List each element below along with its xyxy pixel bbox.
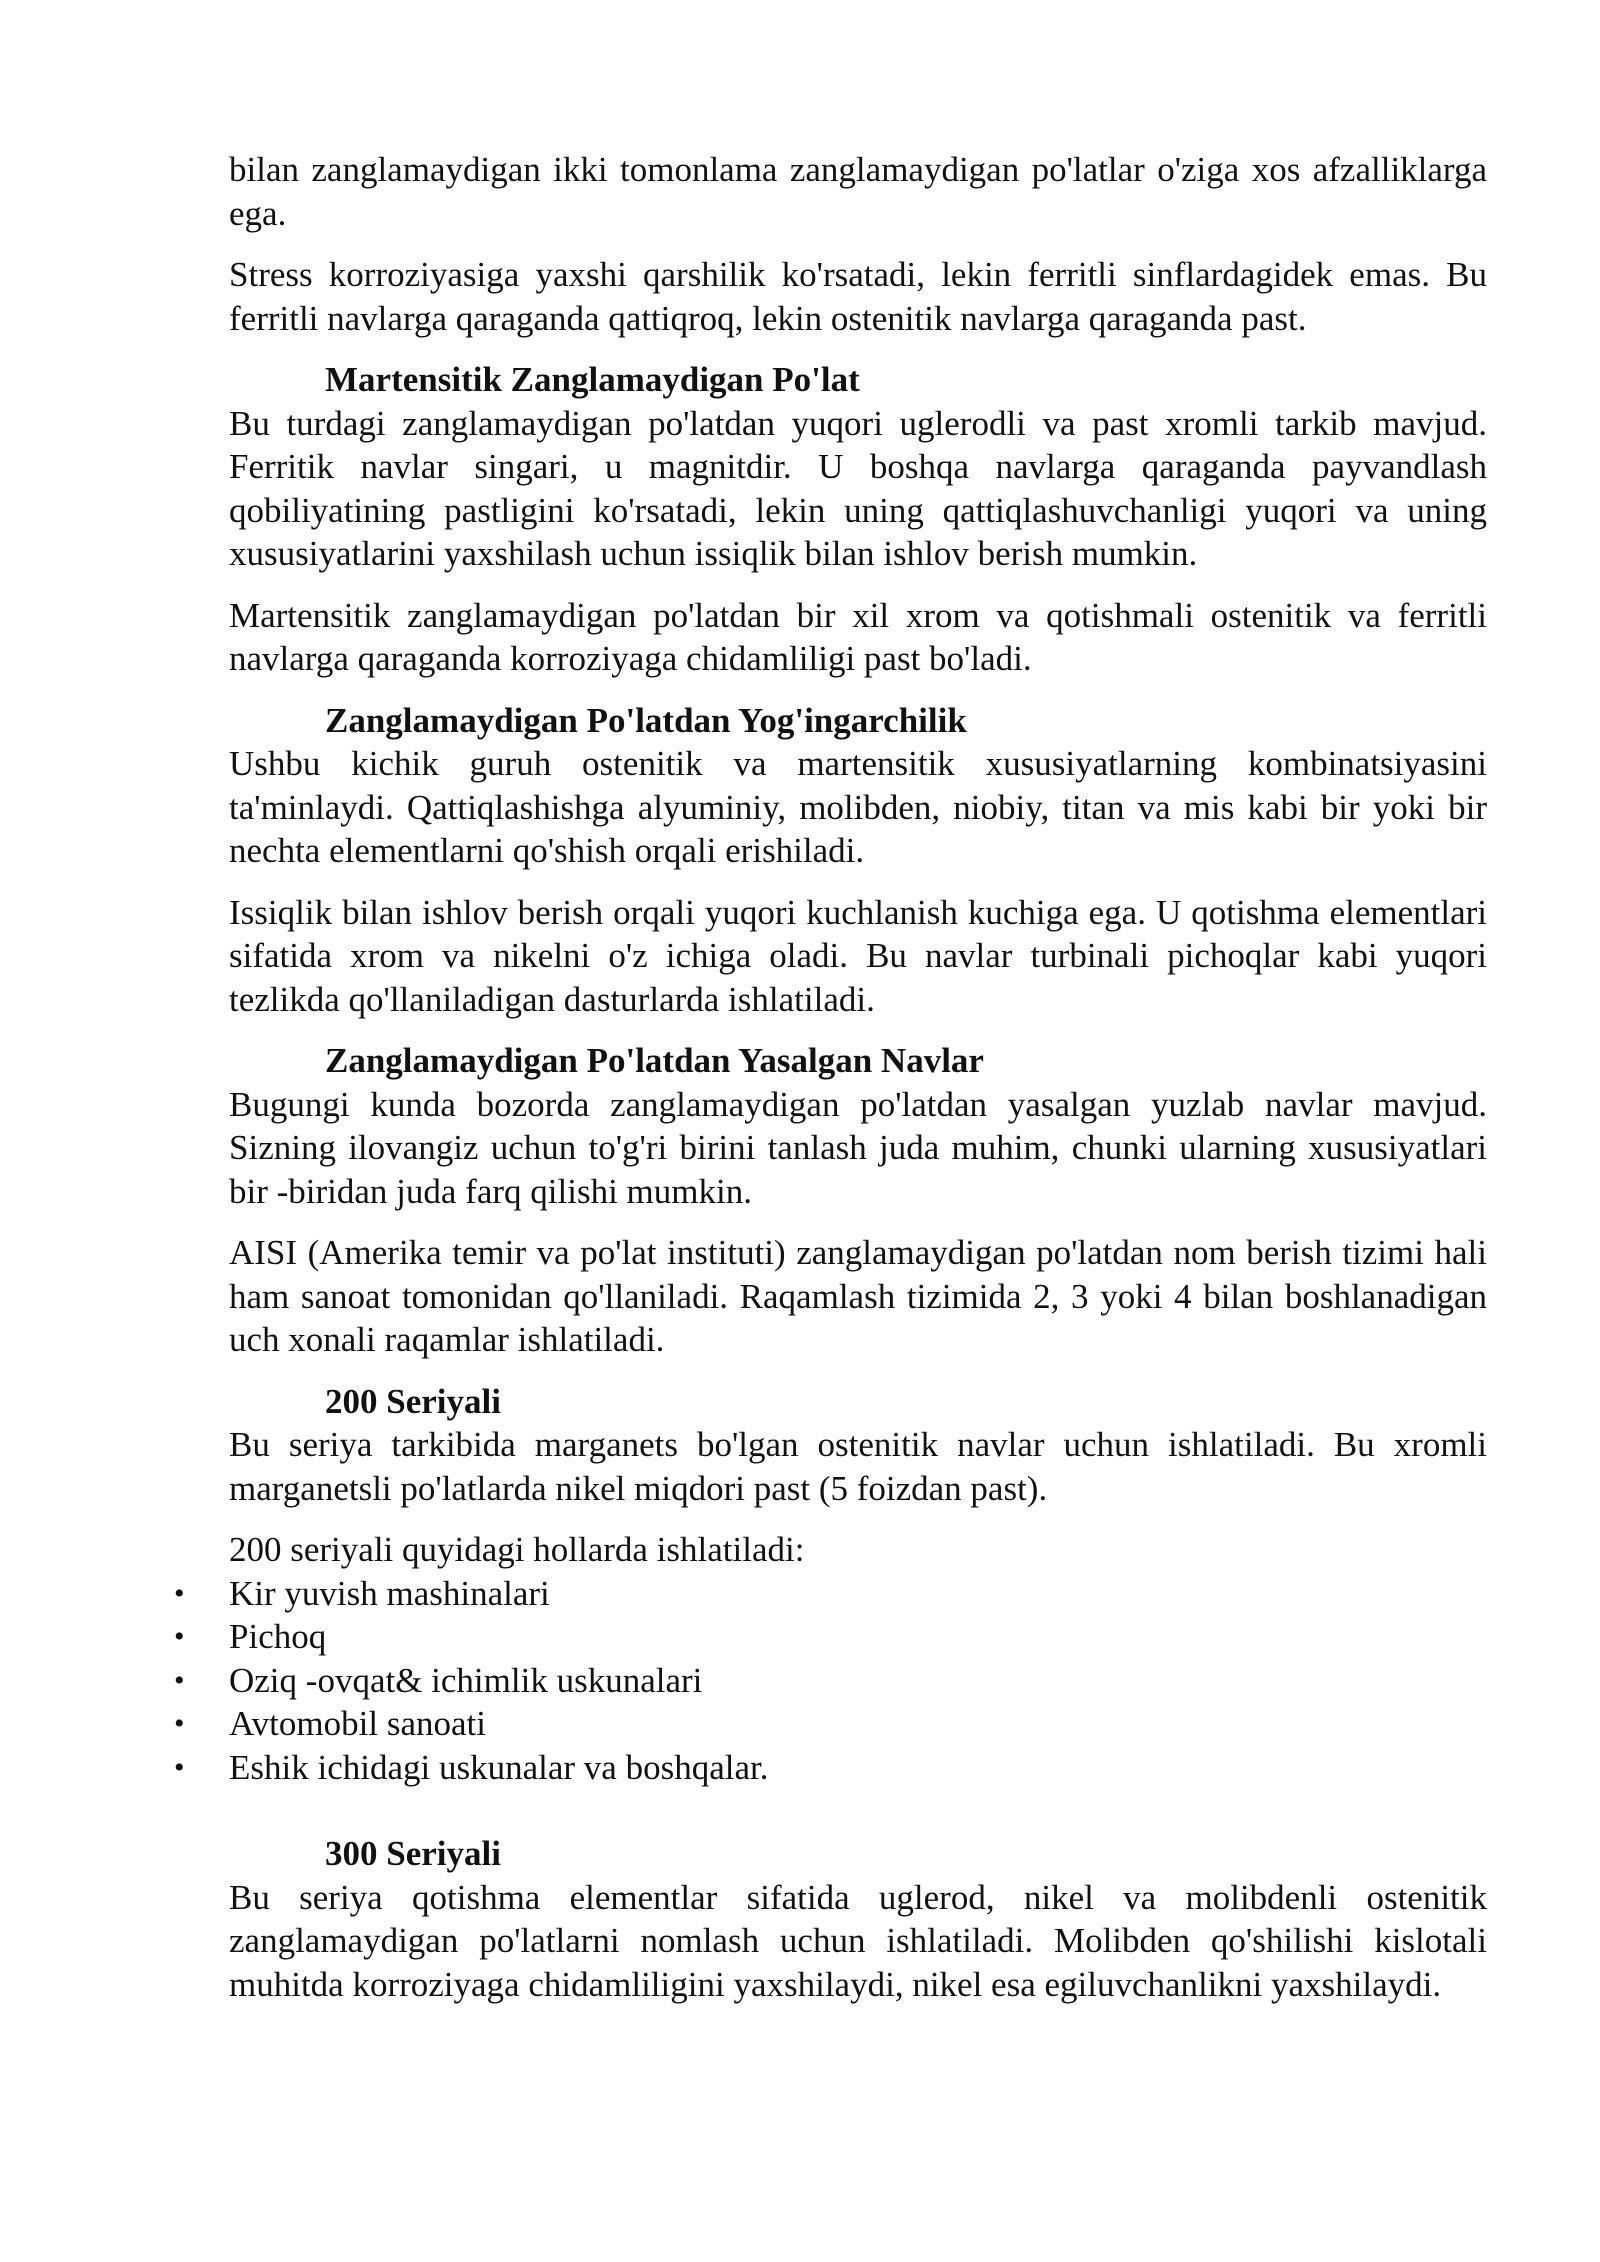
paragraph-navlar-1: Bugungi kunda bozorda zanglamaydigan po'latdan yasalgan yuzlab navlar mavjud. Sizning ilovangiz uchun to'g'ri birini tanlash juda muhim, chunki ularning xususiyatlari bir -biridan juda farq qilishi mumkin. [229, 1084, 1487, 1211]
paragraph-stress: Stress korroziyasiga yaxshi qarshilik ko'rsatadi, lekin ferritli sinflardagidek emas. Bu ferritli navlarga qaraganda qattiqroq, lekin ostenitik navlarga qaraganda past. [229, 255, 1487, 338]
list-item [174, 1702, 1487, 1746]
heading-navlar: Zanglamaydigan Po'latdan Yasalgan Navlar [325, 1041, 984, 1080]
heading-200-seriyali: 200 Seriyali [325, 1381, 501, 1421]
bullet-icon: • [174, 1707, 185, 1740]
paragraph-yogingarchilik-1: Ushbu kichik guruh ostenitik va martensitik xususiyatlarning kombinatsiyasini ta'minlaydi. Qattiqlashishga alyuminiy, molibden, niobiy, titan va mis kabi bir yoki bir nechta elementlarni qo'shish orqali erishiladi. [229, 744, 1487, 870]
list-item-text: Pichoq [229, 1617, 327, 1656]
document-page [174, 148, 1487, 2024]
paragraph-intro: bilan zanglamaydigan ikki tomonlama zanglamaydigan po'latlar o'ziga xos afzalliklarga ega. [229, 150, 1487, 233]
list-item [174, 1746, 1487, 1790]
list-item [174, 1615, 1487, 1659]
paragraph-200-2: 200 seriyali quyidagi hollarda ishlatiladi: [229, 1530, 805, 1569]
paragraph-navlar-2: AISI (Amerika temir va po'lat instituti) zanglamaydigan po'latdan nom berish tizimi hali ham sanoat tomonidan qo'llaniladi. Raqamlash tizimida 2, 3 yoki 4 bilan boshlanadigan uch xonali raqamlar ishlatiladi. [229, 1233, 1487, 1359]
list-item [174, 1659, 1487, 1703]
list-item-text: Eshik ichidagi uskunalar va boshqalar. [229, 1747, 769, 1787]
heading-300-seriyali: 300 Seriyali [325, 1834, 501, 1873]
list-item-text: Oziq -ovqat& ichimlik uskunalari [229, 1660, 703, 1700]
paragraph-martensitik-2: Martensitik zanglamaydigan po'latdan bir xil xrom va qotishmali ostenitik va ferritli navlarga qaraganda korroziyaga chidamliligi past bo'ladi. [229, 595, 1487, 678]
list-200-uses [174, 1572, 1487, 1790]
vertical-spacer [229, 1789, 1487, 1832]
bullet-icon: • [174, 1663, 185, 1697]
bullet-icon: • [174, 1750, 185, 1784]
bullet-icon: • [174, 1576, 185, 1610]
bullet-icon: • [174, 1620, 185, 1653]
heading-yogingarchilik: Zanglamaydigan Po'latdan Yog'ingarchilik [325, 700, 967, 740]
paragraph-200-1: Bu seriya tarkibida marganets bo'lgan ostenitik navlar uchun ishlatiladi. Bu xromli marganetsli po'latlarda nikel miqdori past (5 foizdan past). [229, 1425, 1487, 1508]
list-item [174, 1572, 1487, 1616]
paragraph-yogingarchilik-2: Issiqlik bilan ishlov berish orqali yuqori kuchlanish kuchiga ega. U qotishma elementlari sifatida xrom va nikelni o'z ichiga oladi. Bu navlar turbinali pichoqlar kabi yuqori tezlikda qo'llaniladigan dasturlarda ishlatiladi. [229, 892, 1487, 1019]
heading-martensitik: Martensitik Zanglamaydigan Po'lat [325, 360, 860, 399]
list-item-text: Avtomobil sanoati [229, 1704, 486, 1743]
paragraph-300-1: Bu seriya qotishma elementlar sifatida uglerod, nikel va molibdenli ostenitik zanglamaydigan po'latlarni nomlash uchun ishlatiladi. Molibden qo'shilishi kislotali muhitda korroziyaga chidamliligini yaxshilaydi, nikel esa egiluvchanlikni yaxshilaydi. [229, 1877, 1487, 2004]
paragraph-martensitik-1: Bu turdagi zanglamaydigan po'latdan yuqori uglerodli va past xromli tarkib mavjud. Ferritik navlar singari, u magnitdir. U boshqa navlarga qaraganda payvandlash qobiliyatining pastligini ko'rsatadi, lekin uning qattiqlashuvchanligi yuqori va uning xususiyatlarini yaxshilash uchun issiqlik bilan ishlov berish mumkin. [229, 403, 1487, 573]
list-item-text: Kir yuvish mashinalari [229, 1573, 550, 1613]
